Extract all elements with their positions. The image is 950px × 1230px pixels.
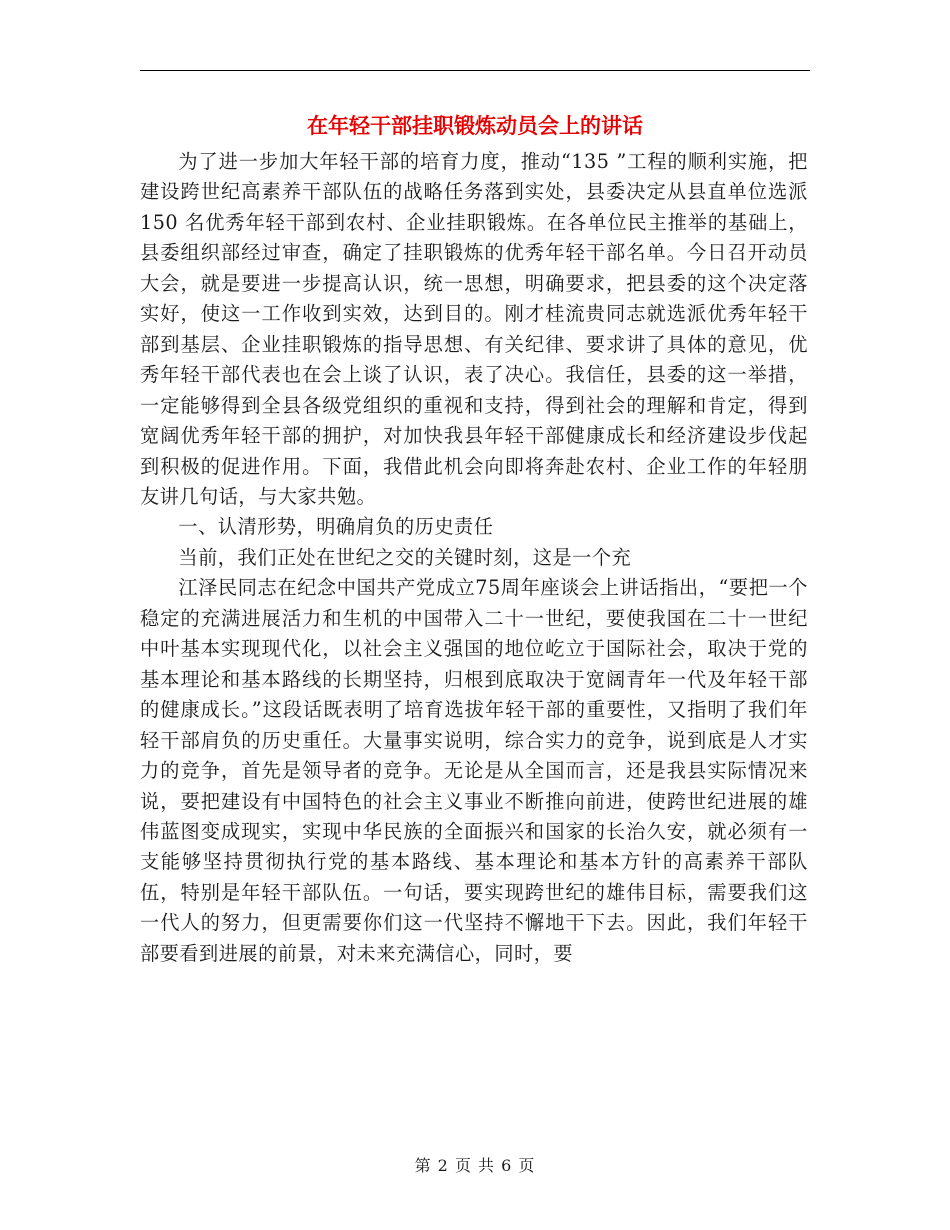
document-title: 在年轻干部挂职锻炼动员会上的讲话: [307, 113, 643, 138]
paragraph-current-situation: 当前，我们正处在世纪之交的关键时刻，这是一个充: [178, 545, 632, 569]
paragraph-quote: 江泽民同志在纪念中国共产党成立75周年座谈会上讲话指出，“要把一个稳定的充满进展活力和生机的中国带入二十一世纪，要使我国在二十一世纪中叶基本实现现代化，以社会主义强国的地位屹立于国际社会，取决于党的基本理论和基本路线的长期坚持，归根到底取决于宽阔青年一代及年轻干部的健康成长。”这段话既表明了培育选拔年轻干部的重要性，又指明了我们年轻干部肩负的历史重任。大量事实说明，综合实力的竞争，说到底是人才实力的竞争，首先是领导者的竞争。无论是从全国而言，还是我县实际情况来说，要把建设有中国特色的社会主义事业不断推向前进，使跨世纪进展的雄伟蓝图变成现实，实现中华民族的全面振兴和国家的长治久安，就必须有一支能够坚持贯彻执行党的基本路线、基本理论和基本方针的高素养干部队伍，特别是年轻干部队伍。一句话，要实现跨世纪的雄伟目标，需要我们这一代人的努力，但更需要你们这一代坚持不懈地干下去。因此，我们年轻干部要看到进展的前景，对未来充满信心，同时，要: [140, 576, 808, 965]
document-body: [140, 147, 808, 969]
section-heading-1: 一、认清形势，明确肩负的历史责任: [178, 515, 494, 539]
paragraph-intro: 为了进一步加大年轻干部的培育力度，推动“135 ”工程的顺利实施，把建设跨世纪高素养干部队伍的战略任务落到实处，县委决定从县直单位选派150 名优秀年轻干部到农村、企业挂职锻炼。在各单位民主推举的基础上，县委组织部经过审查，确定了挂职锻炼的优秀年轻干部名单。今日召开动员大会，就是要进一步提高认识，统一思想，明确要求，把县委的这个决定落实好，使这一工作收到实效，达到目的。刚才桂流贵同志就选派优秀年轻干部到基层、企业挂职锻炼的指导思想、有关纪律、要求讲了具体的意见，优秀年轻干部代表也在会上谈了认识，表了决心。我信任，县委的这一举措，一定能够得到全县各级党组织的重视和支持，得到社会的理解和肯定，得到宽阔优秀年轻干部的拥护，对加快我县年轻干部健康成长和经济建设步伐起到积极的促进作用。下面，我借此机会向即将奔赴农村、企业工作的年轻朋友讲几句话，与大家共勉。: [140, 150, 808, 508]
page-number-footer: 第 2 页 共 6 页: [414, 1156, 536, 1175]
header-rule: [140, 70, 810, 71]
